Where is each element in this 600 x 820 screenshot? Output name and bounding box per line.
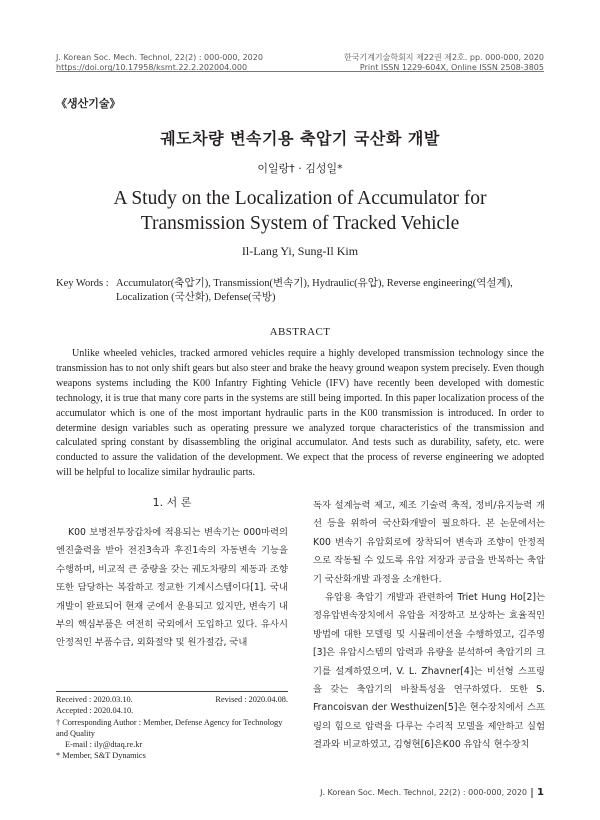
left-column-body [56,524,288,653]
section-heading: 1. 서 론 [152,496,192,509]
intro-paragraph-2: 독자 설계능력 제고, 제조 기술력 축적, 정비/유지능력 개선 등을 위하여 국산화개발이 필요하다. 본 논문에서는 K00 변속기 유압회로에 장착되어 변속과 조향이 안정적으로 작동될 수 있도록 유압 저장과 공급을 반복하는 축압기 국산화개발 과정을 소개한다. [313,500,545,585]
abstract-body [56,347,544,481]
footer-separator [531,788,533,798]
footnote-divider [56,691,288,692]
footer-journal: J. Korean Soc. Mech. Technol, 22(2) : 000-000, 2020 [320,788,528,797]
journal-citation-korean: 한국기계기술학회지 제22권 제2호. pp. 000-000, 2020 [343,53,544,62]
corresponding-author: † Corresponding Author : Member, Defense Agency for Technology and Quality [56,717,283,738]
intro-paragraph-1: K00 보병전투장갑차에 적용되는 변속기는 000마력의 엔진출력을 받아 전진3속과 후진1속의 자동변속 기능을 수행하며, 비교적 큰 중량을 갖는 궤도차량의 제동과 조향 또한 담당하는 복잡하고 정교한 기계시스템이다[1]. 국내 개발이 완료되어 현재 군에서 운용되고 있지만, 변속기 내부의 핵심부품은 여전히 국외에서 도입하고 있다. 유사시 안정적인 부품수급, 외화절약 및 원가절감, 국내 [56,527,288,649]
header-divider [56,71,544,72]
journal-citation: J. Korean Soc. Mech. Technol, 22(2) : 000-000, 2020 [56,53,263,62]
title-english-line2: Transmission System of Tracked Vehicle [140,213,460,234]
issn-info: Print ISSN 1229-604X, Online ISSN 2508-3805 [359,63,544,72]
section-label: 《생산기술》 [56,97,121,110]
page-footer [320,787,544,798]
doi-link[interactable]: https://doi.org/10.17958/ksmt.22.2.202004.000 [56,63,248,72]
page-number: 1 [537,787,544,798]
intro-paragraph-3: 유압용 축압기 개발과 관련하여 Triet Hung Ho[2]는 정유압변속장치에서 유압을 저장하고 보상하는 효율적인 방법에 대한 모델링 및 시뮬레이션을 수행하였고, 김주영[3]은 유압시스템의 압력과 유량을 분석하여 축압기의 크기를 설계하였으며, V. L. Zhavner[4]는 비선형 스프링을 갖는 축압기의 바찰특성을 연구하였다. 또한 S. Francoisvan der Westhuizen[5]은 현수장치에서 스프링의 힘으로 압력을 다루는 수리적 모델을 제안하고 실험결과와 비교하였고, 김형현[6]은K00 유압식 현수장치 [313,592,545,751]
abstract-text: Unlike wheeled vehicles, tracked armored vehicles require a highly developed transmission technology since the transmission has to not only shift gears but also steer and brake the heavy ground weapon system precisely. Even though weapons systems including the K00 Infantry Fighting Vehicle (IFV) have recently been developed with domestic technology, it is true that many core parts in the systems are still being imported. In this paper localization process of the accumulator which is one of the most important hydraulic parts in the K00 transmission is introduced. In order to determine design variables such as operating pressure we analyzed torque characteristics of the transmission and calculated spring constant by disassembling the original accumulator. And tests such as durability, safety, etc. were conducted to assure the validation of the development. We expect that the process of reverse engineering we adopted will be helpful to localize similar hydraulic parts. [56,348,544,479]
keywords-text: Accumulator(축압기), Transmission(변속기), Hydraulic(유압), Reverse engineering(역설계), Localization (국산화), Defense(국방) [116,278,513,303]
right-column-body [313,497,545,755]
received-date: Received : 2020.03.10. [56,695,133,704]
keywords-label: Key Words : [56,278,109,289]
authors-korean: 이일랑† · 김성일* [257,162,343,175]
title-english-line1: A Study on the Localization of Accumulator for [113,188,487,209]
footnotes [56,694,288,762]
title-korean: 궤도차량 변속기용 축압기 국산화 개발 [160,129,440,148]
abstract-title: ABSTRACT [269,326,331,338]
accepted-date: Accepted : 2020.04.10. [56,706,134,716]
title-english [0,186,600,236]
authors-english: Il-Lang Yi, Sung-Il Kim [241,244,359,258]
revised-date: Revised : 2020.04.08. [215,695,288,704]
corresponding-email: E-mail : ily@dtaq.re.kr [65,740,143,750]
coauthor-affiliation: * Member, S&T Dynamics [56,751,146,761]
